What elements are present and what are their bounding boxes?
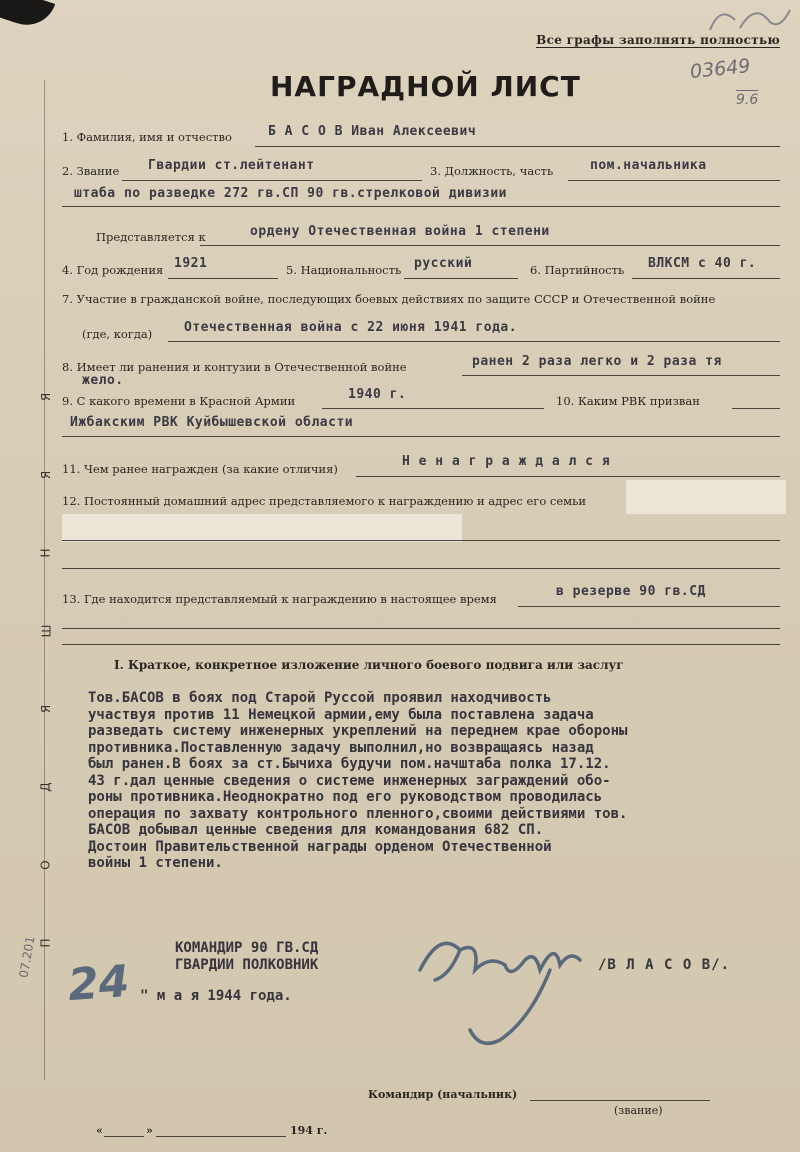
field-3-value-cont: штаба по разведке 272 гв.СП 90 гв.стрелковой дивизии [74, 186, 507, 201]
field-11-line [356, 476, 780, 477]
registration-sub: 9.6 [736, 92, 759, 108]
side-letter: Я [39, 392, 53, 402]
field-8-value-cont: жело. [82, 373, 124, 388]
field-13-line-2 [62, 628, 780, 629]
field-3-line [568, 180, 780, 181]
date-blank-line-2 [156, 1136, 286, 1137]
narrative-line: Достоин Правительственной награды орденом Отечественной [88, 838, 552, 855]
field-10-value: Ижбакским РВК Куйбышевской области [70, 415, 354, 430]
torn-corner [0, 0, 55, 33]
field-2-line [122, 180, 422, 181]
field-4-line [168, 278, 278, 279]
present-label: Представляется к [96, 230, 206, 244]
narrative [88, 690, 788, 872]
side-letter: О [38, 860, 53, 870]
side-letter: Я [39, 470, 53, 480]
date-blank-mid: » [146, 1124, 153, 1137]
field-4-value: 1921 [174, 256, 208, 271]
narrative-line: был ранен.В боях за ст.Бычиха будучи пом.начштаба полка 17.12. [88, 756, 611, 772]
field-11-label: 11. Чем ранее награжден (за какие отличия) [62, 462, 338, 476]
field-7-value: Отечественная война с 22 июня 1941 года. [184, 320, 518, 335]
field-2-label: 2. Звание [62, 164, 120, 178]
field-9-value: 1940 г. [348, 387, 407, 402]
present-value: ордену Отечественная война 1 степени [250, 224, 550, 239]
narrative-line: Тов.БАСОВ в боях под Старой Руссой проявил находчивость [88, 690, 552, 706]
field-5-line [404, 278, 518, 279]
side-letter: Я [39, 704, 53, 714]
side-letter: Д [39, 782, 53, 792]
narrative-line: войны 1 степени. [88, 855, 223, 871]
field-12-label: 12. Постоянный домашний адрес представляемого к награждению и адрес его семьи [62, 494, 587, 508]
commander-line-1: КОМАНДИР 90 ГВ.СД [175, 940, 319, 956]
narrative-line: 43 г.дал ценные сведения о системе инженерных заграждений обо- [88, 772, 611, 789]
field-12-line-2 [62, 540, 780, 541]
field-1-label: 1. Фамилия, имя и отчество [62, 130, 232, 144]
narrative-line: БАСОВ добывал ценные сведения для командования 682 СП. [88, 822, 544, 838]
commander-line-2: ГВАРДИИ ПОЛКОВНИК [175, 957, 319, 973]
field-6-label: 6. Партийность [530, 263, 625, 277]
field-9-label: 9. С какого времени в Красной Армии [62, 394, 296, 408]
field-10-line [732, 408, 780, 409]
date-day: 24 [66, 955, 131, 1012]
field-1-value: Б А С О В Иван Алексеевич [268, 124, 477, 139]
date-blank-year: 194 г. [290, 1124, 328, 1137]
field-2-value: Гвардии ст.лейтенант [148, 158, 315, 173]
page-title: НАГРАДНОЙ ЛИСТ [270, 70, 581, 103]
redaction-box [626, 480, 786, 514]
commander-block [175, 940, 318, 974]
field-3-value: пом.начальника [590, 158, 707, 173]
field-10-line-2 [62, 436, 780, 437]
field-13-line [518, 606, 780, 607]
date-text: " м а я 1944 года. [140, 988, 292, 1004]
side-letter: Н [39, 548, 53, 558]
registration-number: 03649 [689, 54, 752, 84]
field-9-line [322, 408, 544, 409]
instruction-note: Все графы заполнять полностью [536, 33, 780, 47]
margin-note: 07.201 [16, 935, 38, 979]
commander-label: Командир (начальник) [368, 1088, 518, 1101]
field-5-label: 5. Национальность [286, 263, 402, 277]
date-blank-line-1 [104, 1136, 144, 1137]
field-7-label-2: (где, когда) [82, 327, 153, 341]
side-letter: П [39, 938, 53, 948]
commander-line [530, 1100, 710, 1101]
handwritten-signature [410, 920, 600, 1060]
narrative-line: противника.Поставленную задачу выполнил,но возвращаясь назад [88, 739, 594, 756]
narrative-line: участвуя против 11 Немецкой армии,ему была поставлена задача [88, 706, 594, 723]
field-1-line [255, 146, 780, 147]
field-13-line-3 [62, 644, 780, 645]
present-line [200, 245, 780, 246]
narrative-line: разведать систему инженерных укреплений на переднем крае обороны [88, 723, 628, 739]
field-3-label: 3. Должность, часть [430, 164, 554, 178]
field-7-line [168, 341, 780, 342]
field-7-label: 7. Участие в гражданской войне, последующих боевых действиях по защите СССР и Отечественной войне [62, 292, 716, 306]
narrative-line: операция по захвату контрольного пленного,своими действиями тов. [88, 805, 628, 822]
narrative-line: роны противника.Неоднократно под его руководством проводилась [88, 789, 603, 805]
field-8-line [462, 375, 780, 376]
field-6-line [632, 278, 780, 279]
date-blank-prefix: « [96, 1124, 103, 1137]
field-12-line-3 [62, 568, 780, 569]
field-6-value: ВЛКСМ с 40 г. [648, 256, 757, 271]
title-label: (звание) [614, 1104, 663, 1117]
field-5-value: русский [414, 256, 473, 271]
field-10-label: 10. Каким РВК призван [556, 394, 700, 408]
field-8-label: 8. Имеет ли ранения и контузии в Отечественной войне [62, 360, 407, 374]
field-13-label: 13. Где находится представляемый к награждению в настоящее время [62, 592, 497, 606]
signatory-name: /В Л А С О В/. [598, 957, 731, 973]
redaction-box [62, 514, 462, 542]
field-11-value: Н е н а г р а ж д а л с я [402, 454, 611, 469]
field-13-value: в резерве 90 гв.СД [556, 584, 706, 599]
field-3-line-2 [62, 206, 780, 207]
field-4-label: 4. Год рождения [62, 263, 164, 277]
section-title: I. Краткое, конкретное изложение личного боевого подвига или заслуг [114, 658, 624, 672]
side-letter: Ш [39, 624, 53, 638]
side-label [34, 390, 58, 950]
field-8-value: ранен 2 раза легко и 2 раза тя [472, 354, 722, 369]
